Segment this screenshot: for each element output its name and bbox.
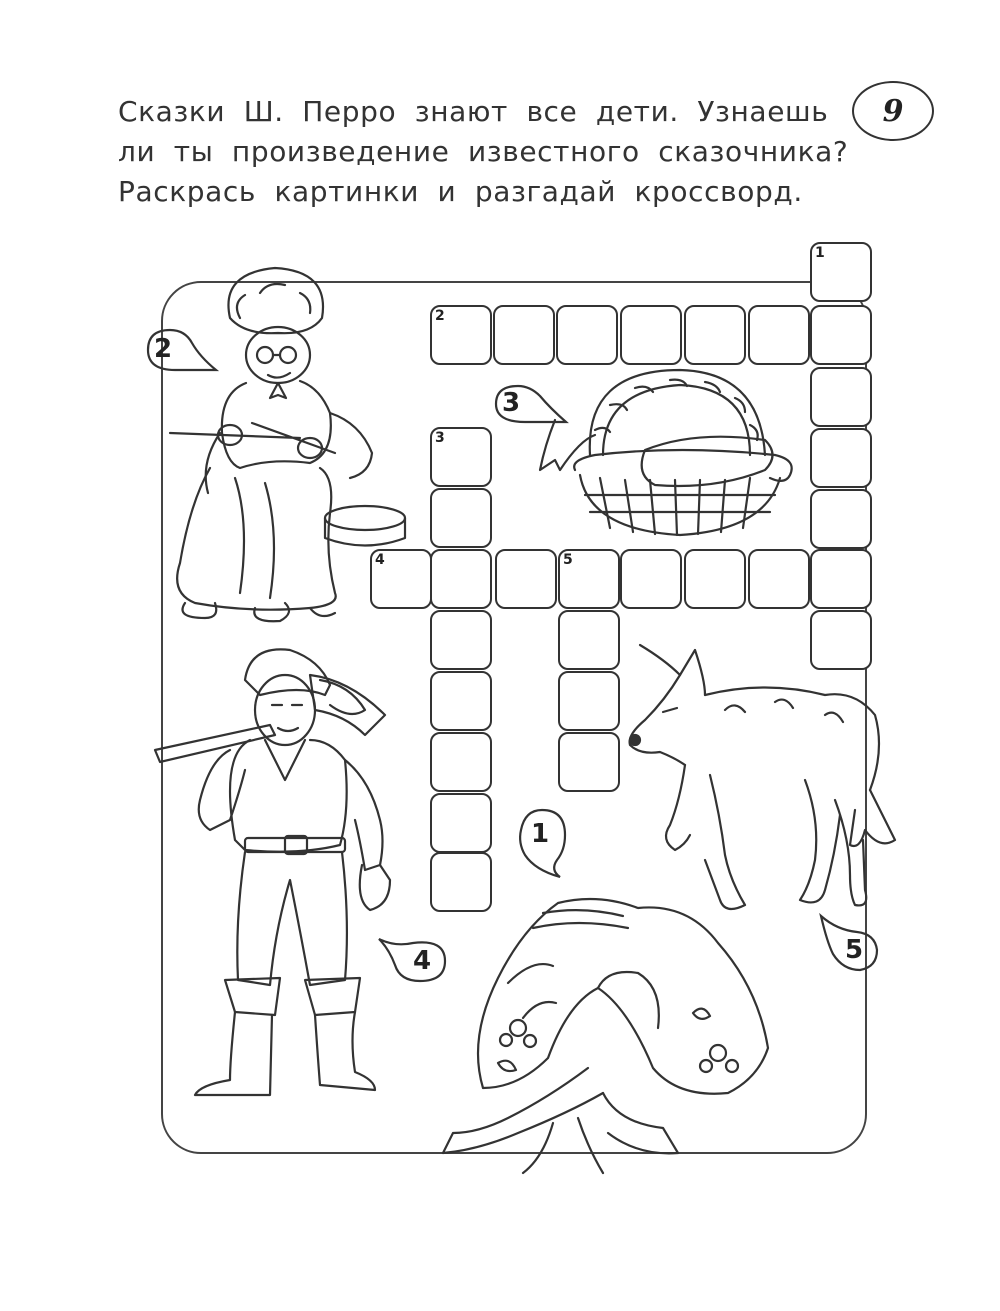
crossword-cell[interactable] <box>748 305 810 365</box>
basket-illustration <box>535 360 800 545</box>
page-number-badge: 9 <box>852 81 934 141</box>
crossword-cell[interactable] <box>493 305 555 365</box>
instruction-text <box>118 92 849 212</box>
crossword-cell[interactable] <box>810 549 872 609</box>
crossword-cell[interactable] <box>810 610 872 670</box>
clue-marker-1: 1 <box>515 805 570 880</box>
red-hood-illustration <box>438 888 778 1178</box>
instruction-line-2: ли ты произведение известного сказочника? <box>118 135 849 168</box>
crossword-cell[interactable]: 5 <box>558 549 620 609</box>
clue-marker-3: 3 <box>490 382 570 432</box>
crossword-cell[interactable] <box>620 549 682 609</box>
clue-marker-4: 4 <box>375 935 450 985</box>
instruction-line-3: Раскрась картинки и разгадай кроссворд. <box>118 175 803 208</box>
crossword-cell[interactable] <box>810 428 872 488</box>
wolf-illustration <box>625 640 900 920</box>
crossword-cell[interactable] <box>558 732 620 792</box>
crossword-cell[interactable] <box>430 732 492 792</box>
clue-marker-2: 2 <box>140 325 220 375</box>
woodcutter-illustration <box>150 640 400 1105</box>
crossword-cell[interactable] <box>556 305 618 365</box>
crossword-cell[interactable] <box>810 489 872 549</box>
clue-marker-5: 5 <box>815 912 880 974</box>
crossword-cell[interactable] <box>684 549 746 609</box>
crossword-cell[interactable] <box>558 671 620 731</box>
crossword-cell[interactable]: 3 <box>430 427 492 487</box>
crossword-cell[interactable] <box>810 305 872 365</box>
crossword-cell[interactable]: 2 <box>430 305 492 365</box>
crossword-cell[interactable] <box>620 305 682 365</box>
crossword-cell[interactable]: 4 <box>370 549 432 609</box>
crossword-cell[interactable] <box>430 793 492 853</box>
crossword-cell[interactable] <box>558 610 620 670</box>
crossword-cell[interactable] <box>430 549 492 609</box>
crossword-cell[interactable] <box>684 305 746 365</box>
crossword-cell[interactable] <box>748 549 810 609</box>
crossword-cell[interactable] <box>430 852 492 912</box>
crossword-cell[interactable]: 1 <box>810 242 872 302</box>
crossword-cell[interactable] <box>430 610 492 670</box>
crossword-cell[interactable] <box>810 367 872 427</box>
crossword-cell[interactable] <box>495 549 557 609</box>
crossword-cell[interactable] <box>430 671 492 731</box>
instruction-line-1: Сказки Ш. Перро знают все дети. Узнаешь <box>118 95 829 128</box>
crossword-cell[interactable] <box>430 488 492 548</box>
